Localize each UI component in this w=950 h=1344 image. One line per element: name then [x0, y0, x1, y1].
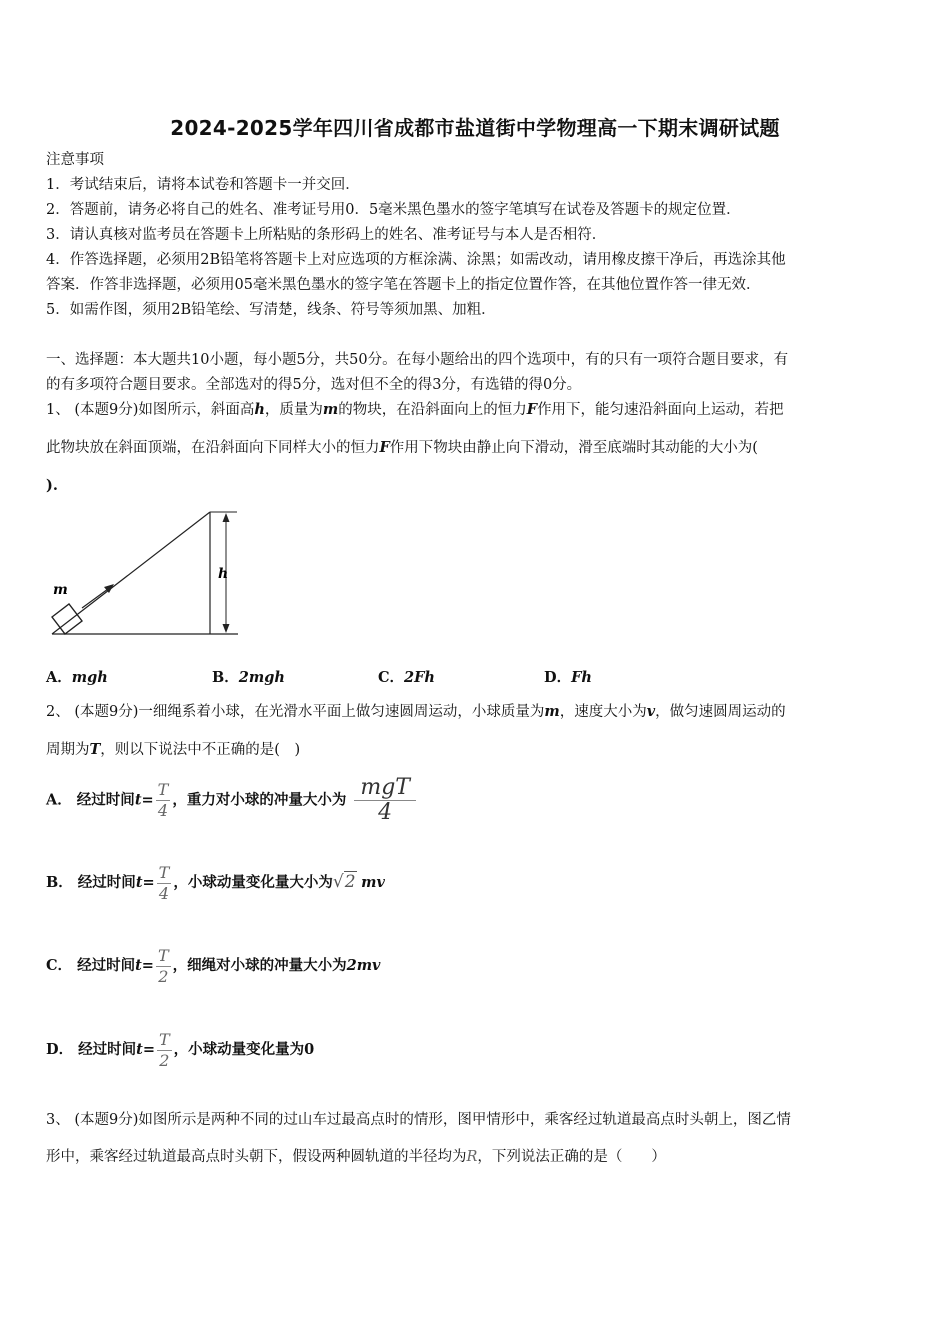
q1-option-a[interactable]: A．mgh — [46, 669, 108, 686]
notice-item-1: 1．考试结束后，请将本试卷和答题卡一并交回． — [46, 177, 360, 193]
q1-option-d[interactable]: D．Fh — [544, 669, 592, 686]
q2-line-1: 2、 (本题9分)一细绳系着小球，在光滑水平面上做匀速圆周运动，小球质量为m，速度大小为v，做匀速圆周运动的 — [46, 703, 786, 720]
fraction-mgt-quarter: $\frac{\text{mgT}}{4}$ — [354, 776, 416, 825]
q3-line-2: 形中，乘客经过轨道最高点时头朝下，假设两种圆轨道的半径均为R，下列说法正确的是（ ） — [46, 1149, 666, 1165]
q1-option-b[interactable]: B．2mgh — [212, 669, 285, 686]
fraction-t-quarter: $\frac{T}{4}$ — [158, 862, 170, 903]
q2-line-2: 周期为T，则以下说法中不正确的是( ) — [46, 741, 301, 758]
height-arrow-up — [223, 513, 230, 522]
q3-line-1: 3、 (本题9分)如图所示是两种不同的过山车过最高点时的情形，图甲情形中，乘客经过轨道最高点时头朝上，图乙情 — [46, 1112, 791, 1128]
notice-item-5: 5．如需作图，须用2B铅笔绘、写清楚，线条、符号等须加黑、加粗． — [46, 302, 496, 318]
section1-intro-1: 一、选择题：本大题共10小题，每小题5分，共50分。在每小题给出的四个选项中，有的只有一项符合题目要求，有 — [46, 352, 789, 368]
q1-line-3: ). — [46, 477, 58, 494]
fraction-t-half: $\frac{T}{2}$ — [157, 945, 169, 986]
notice-item-2: 2．答题前，请务必将自己的姓名、准考证号用0．5毫米黑色墨水的签字笔填写在试卷及答题卡的规定位置． — [46, 202, 741, 218]
q2-option-c[interactable]: C． 经过时间t= $\frac{T}{2}$ ，细绳对小球的冲量大小为2mv — [46, 945, 381, 986]
incline-slope — [52, 512, 210, 634]
q1-line-1: 1、 (本题9分)如图所示，斜面高h，质量为m的物块，在沿斜面向上的恒力F作用下，能匀速沿斜面向上运动，若把 — [46, 401, 784, 418]
mass-label: m — [53, 582, 68, 598]
q1-options — [46, 668, 908, 688]
force-arrow — [82, 589, 108, 608]
fraction-t-half: $\frac{T}{2}$ — [158, 1029, 170, 1070]
height-label: h — [218, 566, 229, 582]
notice-item-4: 4．作答选择题，必须用2B铅笔将答题卡上对应选项的方框涂满、涂黑；如需改动，请用橡皮擦干净后，再选涂其他 — [46, 252, 786, 268]
sqrt-symbol: √2 — [332, 872, 356, 892]
section1-intro-2: 的有多项符合题目要求。全部选对的得5分，选对但不全的得3分，有选错的得0分。 — [46, 377, 582, 393]
q2-option-d[interactable]: D． 经过时间t= $\frac{T}{2}$ ，小球动量变化量为0 — [46, 1029, 315, 1070]
q1-line-2: 此物块放在斜面顶端，在沿斜面向下同样大小的恒力F作用下物块由静止向下滑动，滑至底端时其动能的大小为( — [46, 439, 758, 456]
q2-option-b[interactable]: B． 经过时间t= $\frac{T}{4}$ ，小球动量变化量大小为√2 mv — [46, 862, 385, 903]
force-arrowhead — [104, 584, 114, 593]
notice-heading: 注意事项 — [46, 152, 104, 168]
q2-option-a[interactable]: A． 经过时间t= $\frac{T}{4}$ ，重力对小球的冲量大小为 $\frac{\text{mgT}}{4}$ — [46, 776, 908, 825]
height-arrow-down — [223, 624, 230, 633]
notice-item-3: 3．请认真核对监考员在答题卡上所粘贴的条形码上的姓名、准考证号与本人是否相符． — [46, 227, 607, 243]
notice-item-4-cont: 答案．作答非选择题，必须用05毫米黑色墨水的签字笔在答题卡上的指定位置作答，在其他位置作答一律无效． — [46, 277, 761, 293]
page-title: 2024-2025学年四川省成都市盐道街中学物理高一下期末调研试题 — [170, 116, 780, 140]
q1-option-c[interactable]: C．2Fh — [378, 669, 435, 686]
mass-block — [52, 604, 82, 634]
fraction-t-quarter: $\frac{T}{4}$ — [157, 780, 169, 820]
incline-figure — [44, 505, 244, 640]
